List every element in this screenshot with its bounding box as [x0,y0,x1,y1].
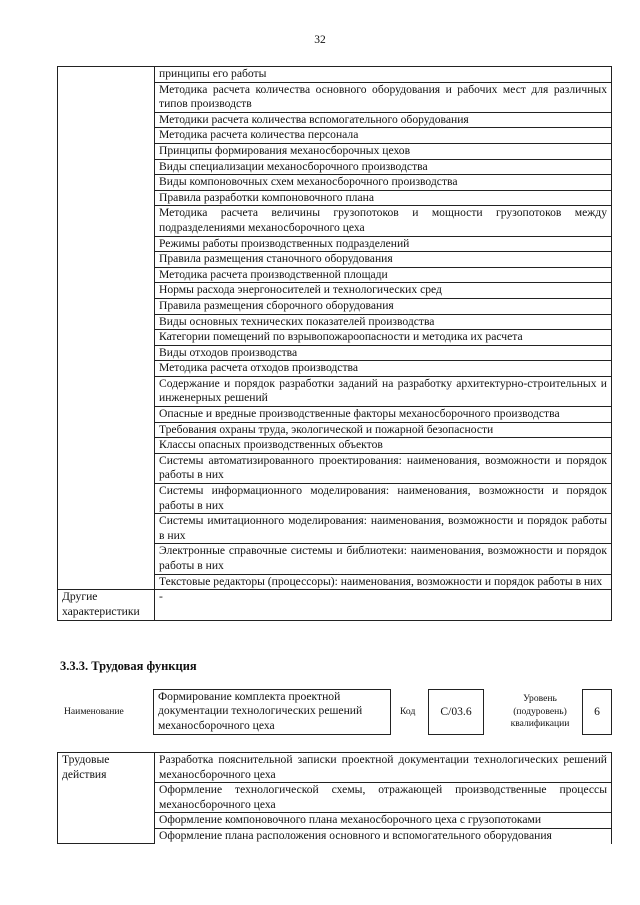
qualification-level-box: 6 [582,689,612,735]
knowledge-item: Методика расчета количества персонала [155,128,612,144]
knowledge-item: принципы его работы [155,67,612,83]
knowledge-item: Методика расчета отходов производства [155,361,612,377]
section-heading: 3.3.3. Трудовая функция [60,659,197,673]
name-label: Наименование [64,706,124,717]
code-label: Код [400,706,416,717]
knowledge-item: Опасные и вредные производственные факторы механосборочного производства [155,407,612,423]
knowledge-item: Системы имитационного моделирования: наименования, возможности и порядок работы в них [155,514,612,544]
qualification-level-label: Уровень (подуровень) квалификации [510,693,570,729]
knowledge-item: Содержание и порядок разработки заданий на разработку архитектурно-строительных и инженерных решений [155,376,612,406]
knowledge-item: Системы информационного моделирования: наименования, возможности и порядок работы в них [155,484,612,514]
knowledge-item: Правила разработки компоновочного плана [155,190,612,206]
labor-action-item: Оформление компоновочного плана механосборочного цеха с грузопотоками [155,813,612,829]
knowledge-item: Правила размещения сборочного оборудования [155,298,612,314]
knowledge-item: Классы опасных производственных объектов [155,438,612,454]
function-name-box: Формирование комплекта проектной документации технологических решений механосборочного цеха [153,689,391,735]
knowledge-item: Электронные справочные системы и библиотеки: наименования, возможности и порядок работы в них [155,544,612,574]
page-number: 32 [314,34,326,46]
knowledge-label-cell [58,67,155,590]
knowledge-item: Методика расчета количества основного оборудования и рабочих мест для различных типов производств [155,82,612,112]
labor-action-item: Оформление технологической схемы, отражающей производственные процессы механосборочного цеха [155,783,612,813]
knowledge-item: Категории помещений по взрывопожароопасности и методика их расчета [155,330,612,346]
knowledge-table [57,66,612,621]
table-row [58,590,612,621]
knowledge-item: Требования охраны труда, экологической и пожарной безопасности [155,422,612,438]
knowledge-item: Методика расчета величины грузопотоков и мощности грузопотоков между подразделениями механосборочного цеха [155,206,612,236]
knowledge-item: Нормы расхода энергоносителей и технологических сред [155,283,612,299]
knowledge-item: Виды компоновочных схем механосборочного производства [155,175,612,191]
labor-actions-table [57,752,612,844]
knowledge-item: Текстовые редакторы (процессоры): наименования, возможности и порядок работы в них [155,574,612,590]
knowledge-item: Принципы формирования механосборочных цехов [155,143,612,159]
knowledge-item: Системы автоматизированного проектирования: наименования, возможности и порядок работы в них [155,453,612,483]
table-row [58,67,612,83]
table-row [58,753,612,783]
labor-action-item: Разработка пояснительной записки проектной документации технологических решений механосборочного цеха [155,753,612,783]
knowledge-item: Методика расчета производственной площади [155,267,612,283]
knowledge-item: Правила размещения станочного оборудования [155,252,612,268]
function-code-box: С/03.6 [428,689,484,735]
other-characteristics-label: Другие характеристики [58,590,155,621]
knowledge-item: Режимы работы производственных подразделений [155,236,612,252]
knowledge-item: Виды отходов производства [155,345,612,361]
other-characteristics-value: - [155,590,612,621]
knowledge-item: Методики расчета количества вспомогательного оборудования [155,112,612,128]
labor-action-item: Оформление плана расположения основного и вспомогательного оборудования [155,828,612,843]
knowledge-item: Виды основных технических показателей производства [155,314,612,330]
knowledge-item: Виды специализации механосборочного производства [155,159,612,175]
labor-actions-label: Трудовые действия [58,753,155,844]
